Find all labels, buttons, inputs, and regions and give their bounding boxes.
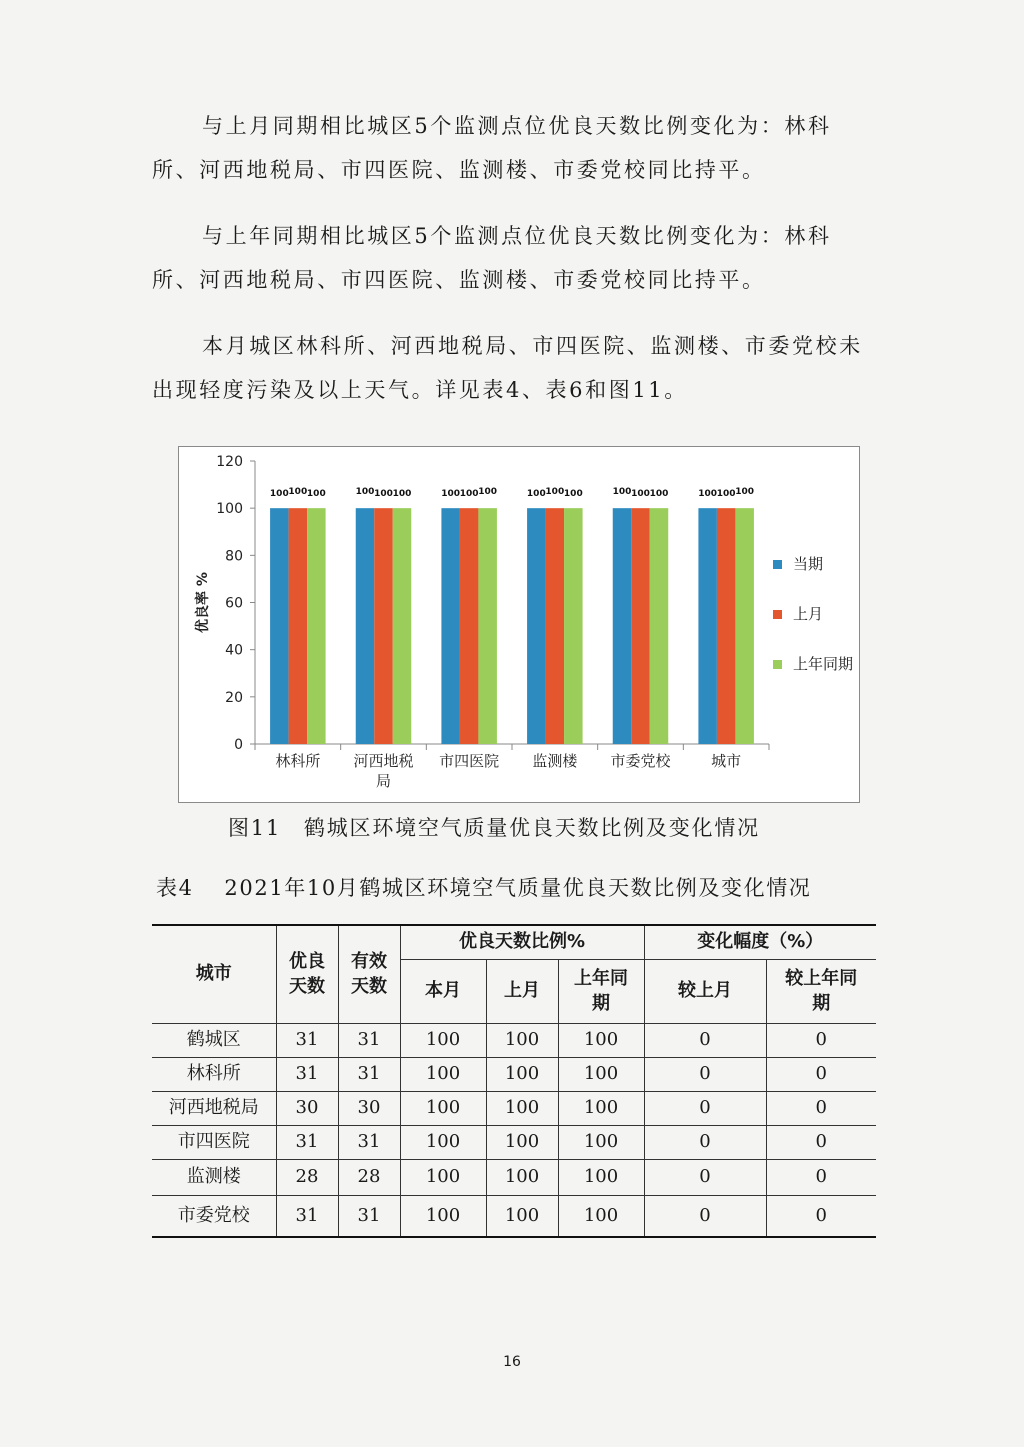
table-cell: 0 (766, 1057, 876, 1091)
table-cell: 0 (766, 1195, 876, 1237)
table-cell: 100 (558, 1091, 644, 1125)
table-row (152, 1023, 876, 1057)
table-cell: 100 (558, 1057, 644, 1091)
table-cell: 0 (644, 1125, 766, 1159)
table-cell: 31 (276, 1023, 338, 1057)
table-cell: 100 (400, 1091, 486, 1125)
table-cell: 31 (276, 1125, 338, 1159)
data-table (152, 924, 876, 1238)
table-cell: 31 (276, 1057, 338, 1091)
bar (478, 508, 497, 744)
bar (289, 508, 308, 744)
table-cell: 100 (400, 1159, 486, 1195)
header-this-month: 本月 (400, 959, 486, 1023)
page-number: 16 (503, 1354, 521, 1370)
data-label: 100 (698, 489, 718, 500)
bar (374, 508, 393, 744)
x-tick-label: 城市 (711, 752, 742, 770)
chart-legend (773, 553, 857, 703)
table-cell: 28 (338, 1159, 400, 1195)
table-cell: 31 (338, 1195, 400, 1237)
data-label: 100 (441, 489, 461, 500)
legend-label: 上年同期 (793, 655, 854, 673)
y-tick-label: 0 (234, 737, 243, 753)
data-label: 100 (649, 489, 669, 500)
bar (564, 508, 583, 744)
table-cell: 100 (400, 1125, 486, 1159)
table-cell: 100 (486, 1057, 558, 1091)
legend-label: 当期 (793, 555, 824, 573)
bar-chart-svg (179, 447, 859, 802)
data-label: 100 (716, 489, 736, 500)
table-cell: 100 (486, 1195, 558, 1237)
bar (307, 508, 326, 744)
bar (270, 508, 289, 744)
table-cell-station: 市四医院 (152, 1125, 276, 1159)
bar (527, 508, 546, 744)
bar (441, 508, 460, 744)
legend-item (773, 653, 857, 675)
x-tick-label: 河西地税局 (353, 752, 414, 790)
table-cell: 100 (486, 1159, 558, 1195)
legend-swatch (773, 660, 782, 669)
bar (613, 508, 632, 744)
table-cell: 100 (486, 1125, 558, 1159)
table-row (152, 1091, 876, 1125)
header-valid-days: 有效天数 (338, 925, 400, 1023)
table-cell: 31 (276, 1195, 338, 1237)
table-row (152, 1125, 876, 1159)
data-label: 100 (355, 487, 375, 498)
legend-item (773, 553, 857, 575)
table-cell-station: 鹤城区 (152, 1023, 276, 1057)
bar (735, 508, 754, 744)
header-vs-last-month: 较上月 (644, 959, 766, 1023)
data-label: 100 (459, 489, 479, 500)
table-cell: 100 (486, 1091, 558, 1125)
figure-caption: 图11 鹤城区环境空气质量优良天数比例及变化情况 (228, 816, 760, 840)
x-tick-label: 林科所 (275, 752, 321, 770)
table-cell: 100 (400, 1023, 486, 1057)
legend-swatch (773, 610, 782, 619)
data-label: 100 (526, 489, 546, 500)
table-cell: 30 (338, 1091, 400, 1125)
y-tick-label: 20 (225, 689, 243, 706)
header-good-days: 优良天数 (276, 925, 338, 1023)
table-row (152, 1195, 876, 1237)
x-tick-label: 监测楼 (532, 752, 578, 770)
legend-item (773, 603, 857, 625)
bar (631, 508, 650, 744)
data-label: 100 (563, 489, 583, 500)
table-cell: 100 (558, 1159, 644, 1195)
table-cell: 28 (276, 1159, 338, 1195)
header-last-year: 上年同期 (558, 959, 644, 1023)
table-cell-station: 河西地税局 (152, 1091, 276, 1125)
header-last-month: 上月 (486, 959, 558, 1023)
table-cell-station: 监测楼 (152, 1159, 276, 1195)
table-cell-station: 林科所 (152, 1057, 276, 1091)
y-tick-label: 100 (216, 501, 243, 518)
data-label: 100 (478, 487, 498, 498)
y-tick-label: 40 (225, 642, 243, 659)
paragraph-2: 与上年同期相比城区5个监测点位优良天数比例变化为：林科所、河西地税局、市四医院、监测楼、市委党校同比持平。 (152, 224, 832, 292)
bar (393, 508, 412, 744)
data-label: 100 (545, 487, 565, 498)
data-label: 100 (269, 489, 289, 500)
table-cell: 31 (338, 1057, 400, 1091)
y-axis-label: 优良率 % (195, 572, 211, 633)
header-ratio-group: 优良天数比例% (400, 925, 644, 959)
table-cell: 100 (558, 1125, 644, 1159)
paragraph-1: 与上月同期相比城区5个监测点位优良天数比例变化为：林科所、河西地税局、市四医院、监测楼、市委党校同比持平。 (152, 114, 832, 182)
table-cell: 100 (558, 1023, 644, 1057)
table-cell: 0 (644, 1091, 766, 1125)
bar (717, 508, 736, 744)
data-label: 100 (306, 489, 326, 500)
data-label: 100 (392, 489, 412, 500)
header-city: 城市 (152, 925, 276, 1023)
header-change-group: 变化幅度（%） (644, 925, 876, 959)
bar (546, 508, 565, 744)
table-row (152, 1159, 876, 1195)
x-tick-label: 市委党校 (610, 752, 671, 770)
bar (698, 508, 717, 744)
table-cell-station: 市委党校 (152, 1195, 276, 1237)
data-label: 100 (288, 487, 308, 498)
bar (356, 508, 375, 744)
table-cell: 0 (766, 1091, 876, 1125)
data-label: 100 (612, 487, 632, 498)
bar (650, 508, 669, 744)
legend-swatch (773, 560, 782, 569)
table-cell: 0 (644, 1195, 766, 1237)
table-caption: 表4 2021年10月鹤城区环境空气质量优良天数比例及变化情况 (156, 876, 812, 900)
table-cell: 100 (486, 1023, 558, 1057)
table-cell: 31 (338, 1125, 400, 1159)
x-tick-label: 市四医院 (439, 752, 500, 770)
legend-label: 上月 (793, 605, 824, 623)
table-cell: 0 (766, 1023, 876, 1057)
header-vs-last-year: 较上年同期 (766, 959, 876, 1023)
y-tick-label: 60 (225, 595, 243, 612)
table-cell: 30 (276, 1091, 338, 1125)
data-label: 100 (735, 487, 755, 498)
y-tick-label: 120 (216, 454, 243, 470)
data-label: 100 (631, 489, 650, 500)
table-cell: 100 (400, 1195, 486, 1237)
table-cell: 100 (400, 1057, 486, 1091)
paragraph-3: 本月城区林科所、河西地税局、市四医院、监测楼、市委党校未出现轻度污染及以上天气。详见表4、表6和图11。 (152, 334, 863, 402)
bar-chart (178, 446, 860, 803)
table-cell: 100 (558, 1195, 644, 1237)
table-row (152, 1057, 876, 1091)
table-cell: 0 (766, 1159, 876, 1195)
data-label: 100 (374, 489, 393, 500)
table-cell: 31 (338, 1023, 400, 1057)
table-cell: 0 (644, 1159, 766, 1195)
table-cell: 0 (644, 1023, 766, 1057)
table-cell: 0 (644, 1057, 766, 1091)
bar (460, 508, 479, 744)
table-cell: 0 (766, 1125, 876, 1159)
y-tick-label: 80 (225, 548, 243, 565)
